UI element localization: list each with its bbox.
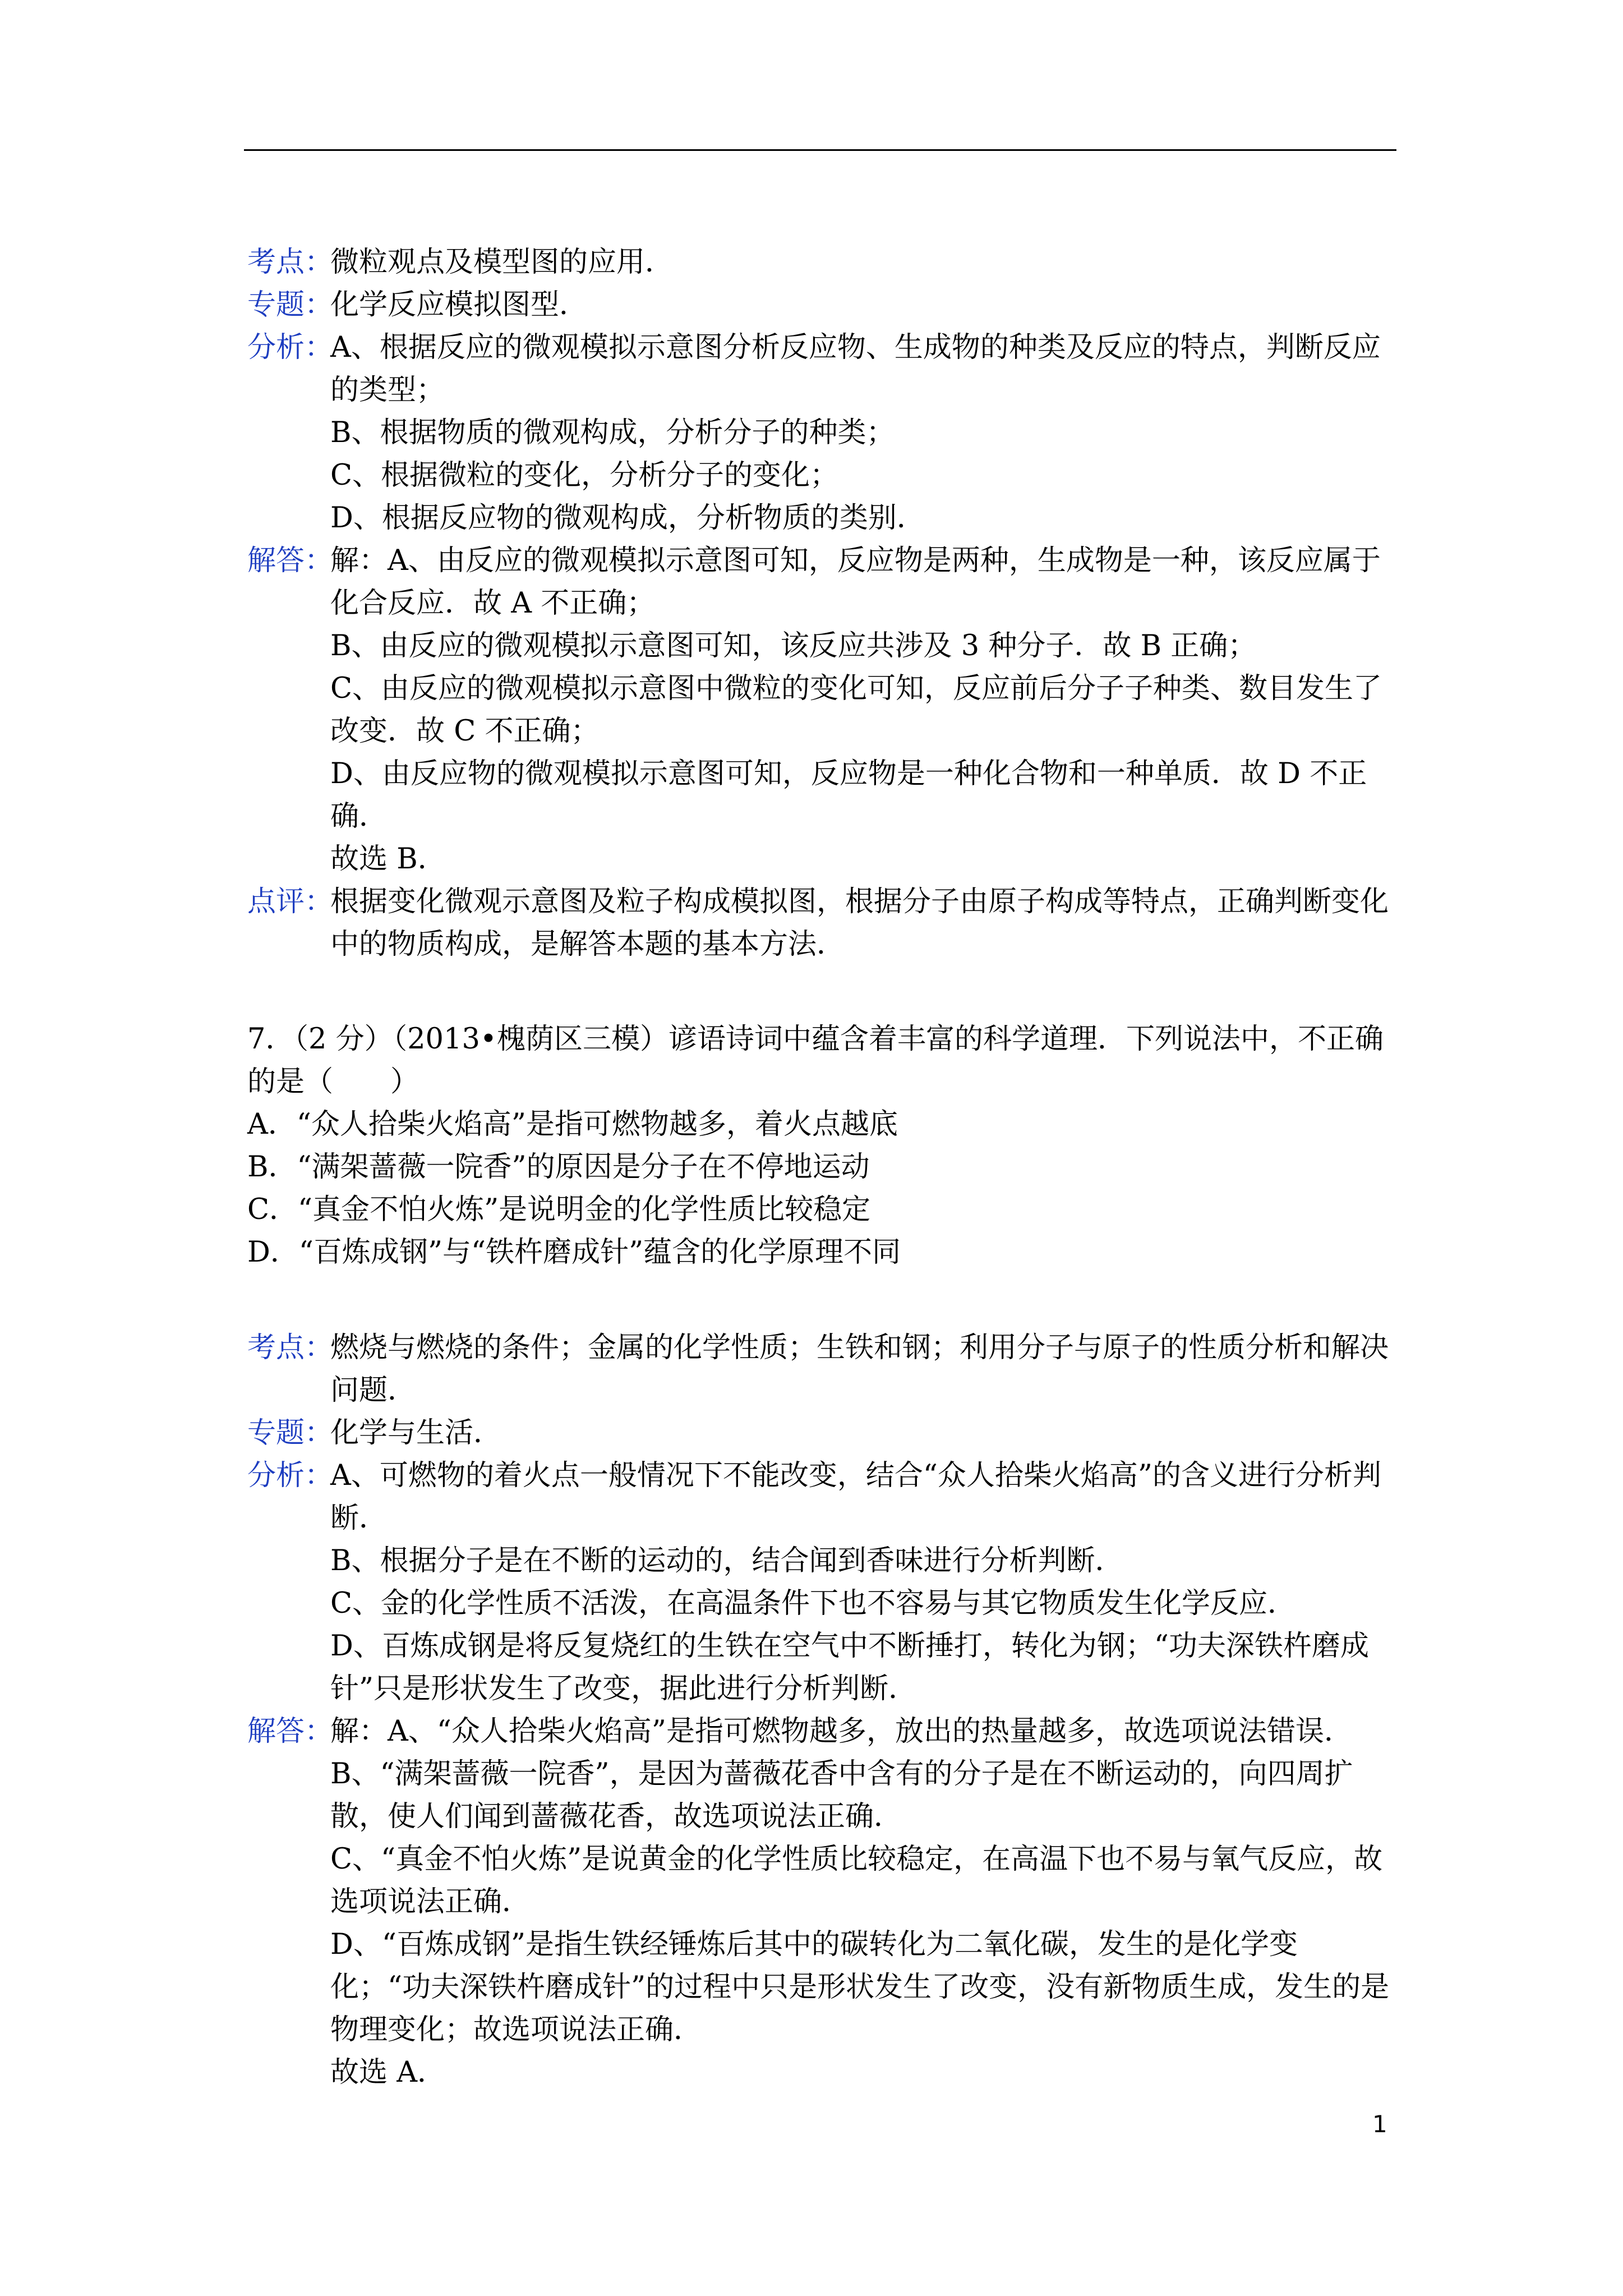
dianping-row (247, 881, 1396, 966)
question-7 (247, 1018, 1396, 1274)
explanation-block-1 (247, 241, 1396, 966)
zhuanti-text: 化学反应模拟图型． (330, 288, 588, 321)
option-c: C．“真金不怕火炼”是说明金的化学性质比较稳定 (247, 1193, 871, 1226)
jieda-label: 解答： (247, 544, 334, 577)
fenxi-line: C、金的化学性质不活泼，在高温条件下也不容易与其它物质发生化学反应． (330, 1587, 1297, 1620)
zhuanti-row (247, 1412, 1396, 1455)
fenxi-row (247, 1455, 1396, 1710)
jieda-line: 解：A、由反应的微观模拟示意图可知，反应物是两种，生成物是一种，该反应属于化合反应．故 A 不正确； (330, 544, 1381, 620)
fenxi-label: 分析： (247, 1459, 334, 1492)
kaodian-text: 燃烧与燃烧的条件；金属的化学性质；生铁和钢；利用分子与原子的性质分析和解决问题． (330, 1331, 1389, 1407)
jieda-line: B、“满架蔷薇一院香”，是因为蔷薇花香中含有的分子是在不断运动的，向四周扩散，使人们闻到蔷薇花香，故选项说法正确． (330, 1757, 1353, 1833)
fenxi-line: D、根据反应物的微观构成，分析物质的类别． (330, 501, 925, 535)
jieda-line: B、由反应的微观模拟示意图可知，该反应共涉及 3 种分子．故 B 正确； (330, 629, 1257, 662)
fenxi-row (247, 326, 1396, 540)
zhuanti-label: 专题： (247, 1416, 334, 1450)
jieda-line: 故选 A． (330, 2056, 446, 2089)
kaodian-row (247, 1327, 1396, 1412)
fenxi-line: D、百炼成钢是将反复烧红的生铁在空气中不断捶打，转化为钢；“功夫深铁杵磨成针”只是形状发生了改变，据此进行分析判断． (330, 1630, 1369, 1705)
page-number: 1 (1372, 2110, 1387, 2138)
kaodian-label: 考点： (247, 246, 334, 279)
explanation-block-2 (247, 1327, 1396, 2094)
dianping-text: 根据变化微观示意图及粒子构成模拟图，根据分子由原子构成等特点，正确判断变化中的物质构成，是解答本题的基本方法． (330, 885, 1389, 961)
header-rule (244, 149, 1396, 151)
fenxi-line: C、根据微粒的变化，分析分子的变化； (330, 459, 839, 492)
fenxi-line: B、根据分子是在不断的运动的，结合闻到香味进行分析判断． (330, 1544, 1124, 1577)
kaodian-label: 考点： (247, 1331, 334, 1364)
zhuanti-row (247, 284, 1396, 326)
jieda-line: 故选 B． (330, 843, 446, 876)
option-d: D．“百炼成钢”与“铁杵磨成针”蕴含的化学原理不同 (247, 1236, 901, 1269)
jieda-line: C、由反应的微观模拟示意图中微粒的变化可知，反应前后分子子种类、数目发生了改变．故 C 不正确； (330, 672, 1382, 748)
fenxi-line: B、根据物质的微观构成，分析分子的种类； (330, 416, 895, 449)
option-a: A．“众人拾柴火焰高”是指可燃物越多，着火点越底 (247, 1108, 898, 1141)
dianping-label: 点评： (247, 885, 334, 918)
question-stem: 7．（2 分）（2013•槐荫区三模）谚语诗词中蕴含着丰富的科学道理．下列说法中，不正确的是（ ） (247, 1023, 1384, 1098)
jieda-line: C、“真金不怕火炼”是说黄金的化学性质比较稳定，在高温下也不易与氧气反应，故选项说法正确． (330, 1843, 1383, 1918)
kaodian-row (247, 241, 1396, 284)
jieda-label: 解答： (247, 1715, 334, 1748)
zhuanti-label: 专题： (247, 288, 334, 321)
option-b: B．“满架蔷薇一院香”的原因是分子在不停地运动 (247, 1151, 870, 1184)
fenxi-line: A、可燃物的着火点一般情况下不能改变，结合“众人拾柴火焰高”的含义进行分析判断． (330, 1459, 1381, 1535)
zhuanti-text: 化学与生活． (330, 1416, 502, 1450)
jieda-row (247, 540, 1396, 881)
jieda-line: D、由反应物的微观模拟示意图可知，反应物是一种化合物和一种单质．故 D 不正确． (330, 757, 1367, 833)
fenxi-line: A、根据反应的微观模拟示意图分析反应物、生成物的种类及反应的特点，判断反应的类型； (330, 331, 1381, 407)
kaodian-text: 微粒观点及模型图的应用． (330, 246, 674, 279)
fenxi-label: 分析： (247, 331, 334, 364)
jieda-row (247, 1710, 1396, 2094)
jieda-line: 解：A、“众人拾柴火焰高”是指可燃物越多，放出的热量越多，故选项说法错误． (330, 1715, 1353, 1748)
jieda-line: D、“百炼成钢”是指生铁经锤炼后其中的碳转化为二氧化碳，发生的是化学变化；“功夫深铁杵磨成针”的过程中只是形状发生了改变，没有新物质生成，发生的是物理变化；故选项说法正确． (330, 1928, 1390, 2046)
